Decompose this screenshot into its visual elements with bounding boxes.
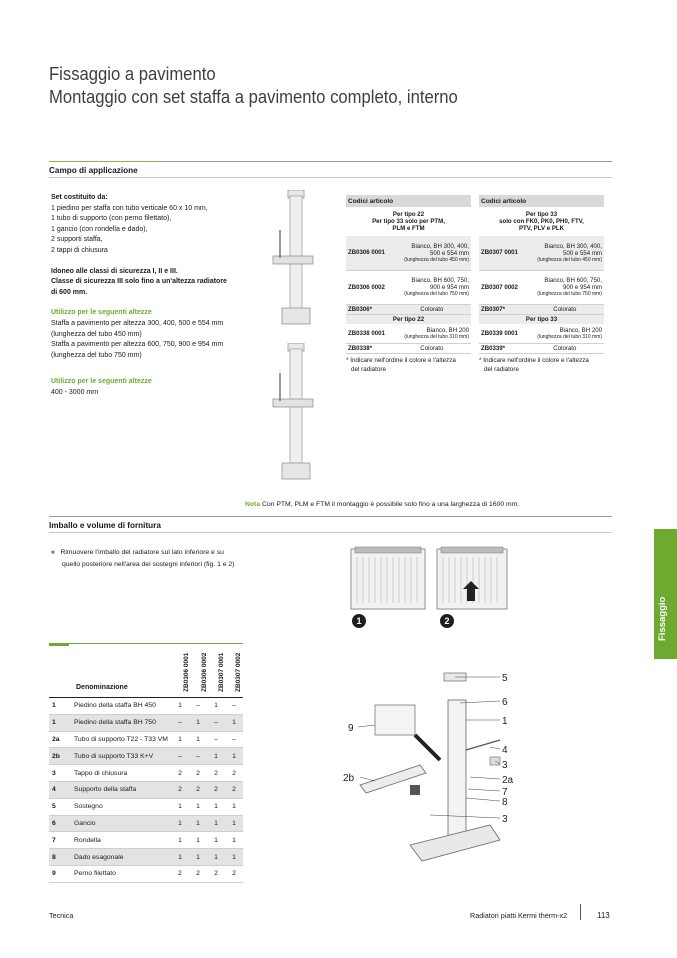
bom-code-header: ZB0307 0002 bbox=[235, 652, 242, 692]
bom-code-header: ZB0306 0001 bbox=[183, 652, 190, 692]
table-cell: 1 bbox=[225, 815, 243, 832]
figure-label-1: 1 bbox=[356, 616, 362, 626]
table-cell: 1 bbox=[207, 698, 225, 714]
diagram-label: 1 bbox=[502, 716, 508, 727]
table-cell: 1 bbox=[171, 731, 189, 748]
table-cell: – bbox=[189, 698, 207, 714]
footnote: del radiatore bbox=[484, 366, 520, 373]
floor-bracket-750-image bbox=[268, 343, 318, 483]
heights-item: (lunghezza del tubo 750 mm) bbox=[51, 351, 142, 359]
table-row bbox=[49, 798, 243, 815]
footer-divider bbox=[580, 904, 581, 920]
table-cell: 2 bbox=[225, 765, 243, 782]
subheader-line: solo con FK0, PK0, PH0, FTV, bbox=[499, 218, 584, 225]
table-cell: 2 bbox=[189, 865, 207, 882]
class-text: di 600 mm. bbox=[51, 288, 88, 296]
table-row bbox=[49, 832, 243, 849]
table-cell: 2 bbox=[207, 865, 225, 882]
bom-code-header: ZB0306 0002 bbox=[201, 652, 208, 692]
section-header-application bbox=[49, 164, 612, 181]
table-cell: 1 bbox=[189, 815, 207, 832]
radiator-fig-2 bbox=[437, 547, 507, 628]
set-item: 2 tappi di chiusura bbox=[51, 246, 108, 254]
heights2-value: 400 - 3000 mm bbox=[51, 388, 99, 396]
table-row bbox=[49, 865, 243, 882]
subheader2: Per tipo 22 bbox=[346, 314, 471, 324]
footer-center: Radiatori piatti Kermi therm-x2 bbox=[470, 911, 568, 920]
footer-left: Tecnica bbox=[49, 911, 74, 920]
section-header-text: Campo di applicazione bbox=[49, 166, 138, 175]
table-cell: 6 bbox=[49, 815, 71, 832]
table-row bbox=[49, 849, 243, 866]
article-code: ZB0338 0001 bbox=[346, 324, 393, 344]
table-cell: 1 bbox=[49, 698, 71, 714]
table-cell: – bbox=[225, 698, 243, 714]
article-code: ZB0307 0001 bbox=[479, 236, 526, 270]
table-row bbox=[49, 731, 243, 748]
table-cell: 1 bbox=[207, 748, 225, 765]
table-cell: 1 bbox=[189, 731, 207, 748]
table-cell: 2 bbox=[189, 781, 207, 798]
table-cell: – bbox=[171, 714, 189, 731]
article-code: ZB0307* bbox=[479, 304, 526, 314]
table-cell: 1 bbox=[171, 698, 189, 714]
article-desc: Bianco, BH 600, 750, bbox=[411, 277, 469, 284]
table-cell: – bbox=[207, 731, 225, 748]
table-cell: Rondella bbox=[71, 832, 171, 849]
subheader2: Per tipo 33 bbox=[479, 314, 604, 324]
heights-heading: Utilizzo per le seguenti altezze bbox=[51, 309, 152, 317]
bom-table bbox=[49, 643, 243, 883]
table-cell: Dado esagonale bbox=[71, 849, 171, 866]
table-cell: 2 bbox=[171, 865, 189, 882]
table-cell: 1 bbox=[171, 849, 189, 866]
table-cell: 2a bbox=[49, 731, 71, 748]
table-row bbox=[49, 714, 243, 731]
table-cell: Piedino della staffa BH 750 bbox=[71, 714, 171, 731]
table-cell: 1 bbox=[189, 798, 207, 815]
subheader-line: Per tipo 33 solo per PTM, bbox=[372, 218, 445, 225]
article-code: ZB0306* bbox=[346, 304, 393, 314]
article-desc: Colorato bbox=[393, 304, 471, 314]
article-desc: Bianco, BH 200 bbox=[426, 326, 469, 334]
title-line-2: Montaggio con set staffa a pavimento completo, interno bbox=[49, 86, 458, 107]
note-text: Con PTM, PLM e FTM il montaggio è possibile solo fino a una larghezza di 1600 mm. bbox=[262, 501, 520, 508]
heights-item: (lunghezza del tubo 450 mm) bbox=[51, 330, 142, 338]
article-note: (lunghezza del tubo 310 mm) bbox=[404, 333, 469, 340]
subheader-line: Per tipo 22 bbox=[392, 211, 425, 218]
side-tab-label: Fissaggio bbox=[657, 596, 668, 641]
article-note: (lunghezza del tubo 310 mm) bbox=[537, 333, 602, 340]
set-item: 1 tubo di supporto (con perno filettato), bbox=[51, 215, 172, 223]
note bbox=[245, 501, 519, 508]
diagram-label: 4 bbox=[502, 745, 508, 756]
table-row bbox=[49, 781, 243, 798]
footnote: del radiatore bbox=[351, 366, 387, 373]
table-cell: 9 bbox=[49, 865, 71, 882]
table-row bbox=[49, 765, 243, 782]
section-header-packaging bbox=[49, 519, 612, 536]
article-code: ZB0306 0001 bbox=[346, 236, 393, 270]
note-label: Nota bbox=[245, 501, 261, 508]
diagram-label: 8 bbox=[502, 797, 508, 808]
table-cell: 1 bbox=[189, 832, 207, 849]
table-cell: – bbox=[171, 748, 189, 765]
class-text: Idoneo alle classi di sicurezza I, II e III. bbox=[51, 267, 178, 275]
table-cell: 2 bbox=[171, 781, 189, 798]
diagram-label: 9 bbox=[348, 723, 354, 734]
class-text: Classe di sicurezza III solo fino a un'altezza radiatore bbox=[51, 278, 227, 286]
page-number: 113 bbox=[597, 911, 610, 920]
table-cell: Piedino della staffa BH 450 bbox=[71, 698, 171, 714]
article-desc: Colorato bbox=[393, 344, 471, 354]
table-row bbox=[49, 698, 243, 714]
article-code: ZB0339* bbox=[479, 344, 526, 354]
article-note: (lunghezza del tubo 750 mm) bbox=[537, 291, 602, 297]
table-cell: 5 bbox=[49, 798, 71, 815]
heights2-heading: Utilizzo per le seguenti altezze bbox=[51, 378, 152, 386]
instruction-line: Rimuovere l'imballo del radiatore sul lato inferiore e su bbox=[60, 549, 224, 556]
codes-table-2 bbox=[479, 195, 604, 374]
article-code: ZB0306 0002 bbox=[346, 270, 393, 304]
subheader-line: PTV, PLV e PLK bbox=[518, 225, 565, 232]
table-cell: Sostegno bbox=[71, 798, 171, 815]
table-cell: 1 bbox=[225, 748, 243, 765]
diagram-label: 2a bbox=[502, 775, 514, 786]
radiator-packaging-figures bbox=[345, 543, 525, 633]
table-cell: Tubo di supporto T33 K+V bbox=[71, 748, 171, 765]
table-cell: Supporto della staffa bbox=[71, 781, 171, 798]
subheader-line: Per tipo 33 bbox=[525, 211, 558, 218]
article-code: ZB0339 0001 bbox=[479, 324, 526, 344]
article-desc: Bianco, BH 200 bbox=[559, 326, 602, 334]
footnote: * Indicare nell'ordine il colore e l'altezza bbox=[346, 357, 456, 364]
footnote: * Indicare nell'ordine il colore e l'altezza bbox=[479, 357, 589, 364]
table-cell: 1 bbox=[49, 714, 71, 731]
table-cell: Perno filettato bbox=[71, 865, 171, 882]
heights-item: Staffa a pavimento per altezza 600, 750, 900 e 954 mm bbox=[51, 341, 224, 349]
table-cell: 2 bbox=[207, 781, 225, 798]
table-cell: Tappo di chiusura bbox=[71, 765, 171, 782]
table-cell: – bbox=[225, 731, 243, 748]
table-cell: Tubo di supporto T22 - T33 VM bbox=[71, 731, 171, 748]
codes-header: Codici articolo bbox=[479, 195, 604, 207]
bom-code-header: ZB0307 0001 bbox=[218, 652, 225, 692]
table-cell: 8 bbox=[49, 849, 71, 866]
set-item: 1 piedino per staffa con tubo verticale 60 x 10 mm, bbox=[51, 204, 208, 212]
article-desc: 900 e 954 mm bbox=[430, 284, 469, 291]
bullet-icon: ■ bbox=[51, 550, 55, 556]
article-code: ZB0307 0002 bbox=[479, 270, 526, 304]
bom-rows bbox=[49, 698, 243, 883]
diagram-label: 7 bbox=[502, 787, 508, 798]
side-tab-fissaggio[interactable] bbox=[654, 529, 677, 659]
article-note: (lunghezza del tubo 450 mm) bbox=[537, 256, 602, 263]
article-desc: Bianco, BH 600, 750, bbox=[544, 277, 602, 284]
bom-col-header: Denominazione bbox=[76, 684, 128, 691]
table-cell: 2 bbox=[171, 765, 189, 782]
article-code: ZB0338* bbox=[346, 344, 393, 354]
article-desc: 900 e 954 mm bbox=[563, 284, 602, 291]
page-title bbox=[49, 62, 458, 108]
article-desc: Colorato bbox=[526, 304, 604, 314]
article-desc: Bianco, BH 300, 400, bbox=[544, 242, 602, 250]
table-row bbox=[49, 748, 243, 765]
table-cell: 2b bbox=[49, 748, 71, 765]
table-cell: 1 bbox=[225, 849, 243, 866]
table-cell: 2 bbox=[189, 765, 207, 782]
set-item: 1 gancio (con rondella e dado), bbox=[51, 225, 148, 233]
floor-bracket-450-image bbox=[268, 190, 318, 330]
article-note: (lunghezza del tubo 750 mm) bbox=[404, 291, 469, 297]
table-cell: 1 bbox=[189, 849, 207, 866]
article-desc: Colorato bbox=[526, 344, 604, 354]
table-cell: 2 bbox=[225, 865, 243, 882]
table-cell: 1 bbox=[171, 815, 189, 832]
diagram-label: 5 bbox=[502, 673, 508, 684]
table-cell: 1 bbox=[207, 798, 225, 815]
diagram-label: 6 bbox=[502, 697, 508, 708]
article-desc: 500 e 554 mm bbox=[563, 249, 602, 257]
table-cell: 4 bbox=[49, 781, 71, 798]
table-cell: 1 bbox=[171, 798, 189, 815]
table-cell: 1 bbox=[171, 832, 189, 849]
instruction bbox=[51, 547, 301, 570]
section-header-text: Imballo e volume di fornitura bbox=[49, 521, 161, 530]
table-cell: – bbox=[189, 748, 207, 765]
table-cell: 7 bbox=[49, 832, 71, 849]
figure-label-2: 2 bbox=[444, 616, 450, 626]
table-cell: – bbox=[207, 714, 225, 731]
table-cell: 1 bbox=[225, 832, 243, 849]
table-cell: 1 bbox=[225, 798, 243, 815]
assembly-exploded-diagram bbox=[340, 665, 530, 870]
table-cell: 2 bbox=[225, 781, 243, 798]
set-heading: Set costituito da: bbox=[51, 194, 108, 201]
table-cell: 1 bbox=[207, 815, 225, 832]
article-desc: 500 e 554 mm bbox=[430, 249, 469, 257]
table-cell: 1 bbox=[207, 832, 225, 849]
title-line-1: Fissaggio a pavimento bbox=[49, 63, 216, 84]
set-item: 2 supporti staffa, bbox=[51, 236, 103, 244]
table-row bbox=[49, 815, 243, 832]
heights-item: Staffa a pavimento per altezza 300, 400, 500 e 554 mm bbox=[51, 319, 224, 327]
article-note: (lunghezza del tubo 450 mm) bbox=[404, 256, 469, 263]
instruction-line: quello posteriore nell'area dei sostegni inferiori (fig. 1 e 2) bbox=[62, 561, 235, 568]
table-cell: 1 bbox=[207, 849, 225, 866]
table-cell: 2 bbox=[207, 765, 225, 782]
diagram-label: 2b bbox=[343, 773, 355, 784]
diagram-label: 3 bbox=[502, 760, 508, 771]
table-cell: 1 bbox=[189, 714, 207, 731]
article-desc: Bianco, BH 300, 400, bbox=[411, 242, 469, 250]
table-cell: 3 bbox=[49, 765, 71, 782]
table-cell: Gancio bbox=[71, 815, 171, 832]
table-cell: 1 bbox=[225, 714, 243, 731]
application-text bbox=[51, 193, 261, 399]
subheader-line: PLM e FTM bbox=[392, 225, 425, 232]
codes-header: Codici articolo bbox=[346, 195, 471, 207]
codes-table-1 bbox=[346, 195, 471, 374]
radiator-fig-1 bbox=[351, 547, 425, 628]
diagram-label: 3 bbox=[502, 814, 508, 825]
